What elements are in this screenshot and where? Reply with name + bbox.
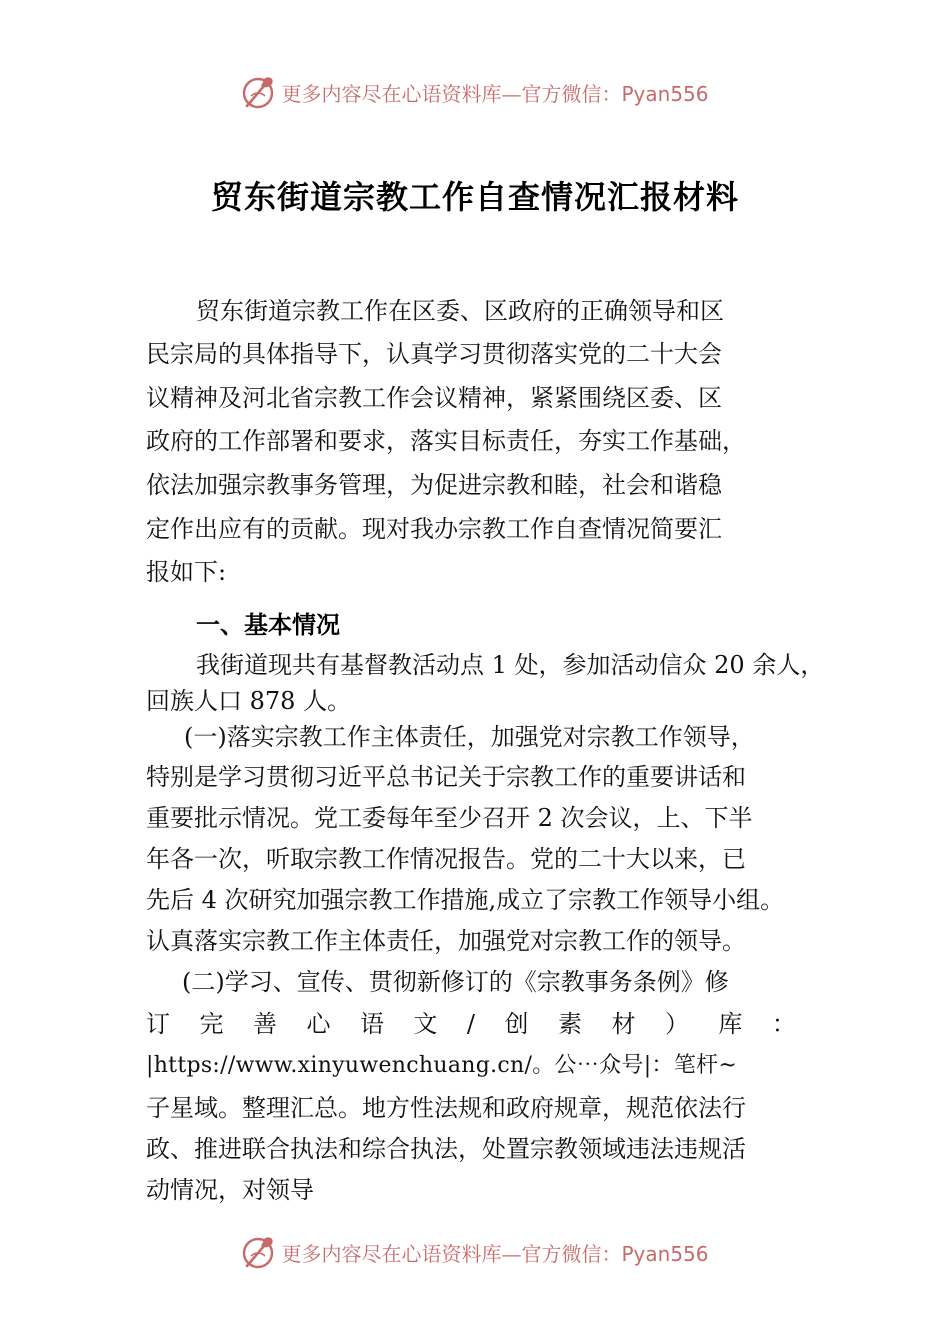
subsection-line: 先后 4 次研究加强宗教工作措施,成立了宗教工作领导小组。: [146, 886, 785, 914]
subsection-line: (二)学习、宣传、贯彻新修订的《宗教事务条例》修: [182, 968, 729, 996]
watermark-wechat-id: Pyan556: [621, 81, 709, 106]
intro-line: 政府的工作部署和要求，落实目标责任，夯实工作基础，: [146, 427, 746, 455]
intro-line: 民宗局的具体指导下，认真学习贯彻落实党的二十大会: [146, 340, 722, 368]
spread-char: 订: [146, 1010, 170, 1038]
section-line: 我街道现共有基督教活动点 1 处，参加活动信众 20 余人，: [196, 651, 825, 679]
spread-line: [146, 1009, 796, 1039]
spread-char: 心: [306, 1010, 331, 1038]
watermark-banner-bottom: [0, 1232, 950, 1272]
spread-char: 完: [199, 1010, 224, 1038]
subsection-line: 年各一次，听取宗教工作情况报告。党的二十大以来，已: [146, 845, 746, 873]
watermark-text: [281, 78, 708, 107]
spread-char: /: [466, 1010, 475, 1038]
quill-circle-logo-icon: [241, 74, 277, 110]
subsection-line: 重要批示情况。党工委每年至少召开 2 次会议，上、下半: [146, 804, 753, 832]
spread-char: 创: [504, 1010, 529, 1038]
spread-char: ）: [664, 1010, 689, 1038]
spread-char: 库: [718, 1010, 743, 1038]
section-heading: 一、基本情况: [196, 611, 340, 639]
intro-line: 议精神及河北省宗教工作会议精神，紧紧围绕区委、区: [146, 384, 722, 412]
quill-circle-logo-icon: [241, 1234, 277, 1270]
watermark-text: [281, 1238, 708, 1267]
subsection-line: 特别是学习贯彻习近平总书记关于宗教工作的重要讲话和: [146, 763, 746, 791]
subsection-line: 动情况，对领导: [146, 1176, 314, 1204]
url-line: |https://www.xinyuwenchuang.cn/。公⋯众号|：笔杆~: [146, 1053, 738, 1078]
spread-char: 善: [252, 1010, 277, 1038]
intro-line: 报如下:: [146, 558, 227, 586]
intro-line: 贸东街道宗教工作在区委、区政府的正确领导和区: [196, 297, 724, 325]
spread-char: ：: [771, 1010, 796, 1038]
watermark-wechat-id: Pyan556: [621, 1241, 709, 1266]
spread-char: 文: [413, 1010, 438, 1038]
spread-char: 语: [359, 1010, 384, 1038]
intro-line: 定作出应有的贡献。现对我办宗教工作自查情况简要汇: [146, 515, 722, 543]
watermark-text-cn: 更多内容尽在心语资料库—官方微信：: [281, 81, 622, 106]
subsection-line: 认真落实宗教工作主体责任，加强党对宗教工作的领导。: [146, 927, 746, 955]
subsection-line: (一)落实宗教工作主体责任，加强党对宗教工作领导，: [184, 723, 755, 751]
intro-line: 依法加强宗教事务管理，为促进宗教和睦，社会和谐稳: [146, 471, 722, 499]
subsection-line: 子星域。整理汇总。地方性法规和政府规章，规范依法行: [146, 1094, 746, 1122]
section-line: 回族人口 878 人。: [146, 687, 352, 715]
subsection-line: 政、推进联合执法和综合执法，处置宗教领域违法违规活: [146, 1135, 746, 1163]
watermark-text-cn: 更多内容尽在心语资料库—官方微信：: [281, 1241, 622, 1266]
document-title: 贸东街道宗教工作自查情况汇报材料: [210, 178, 739, 216]
spread-char: 材: [611, 1010, 636, 1038]
spread-char: 素: [557, 1010, 582, 1038]
watermark-banner-top: [0, 72, 950, 112]
